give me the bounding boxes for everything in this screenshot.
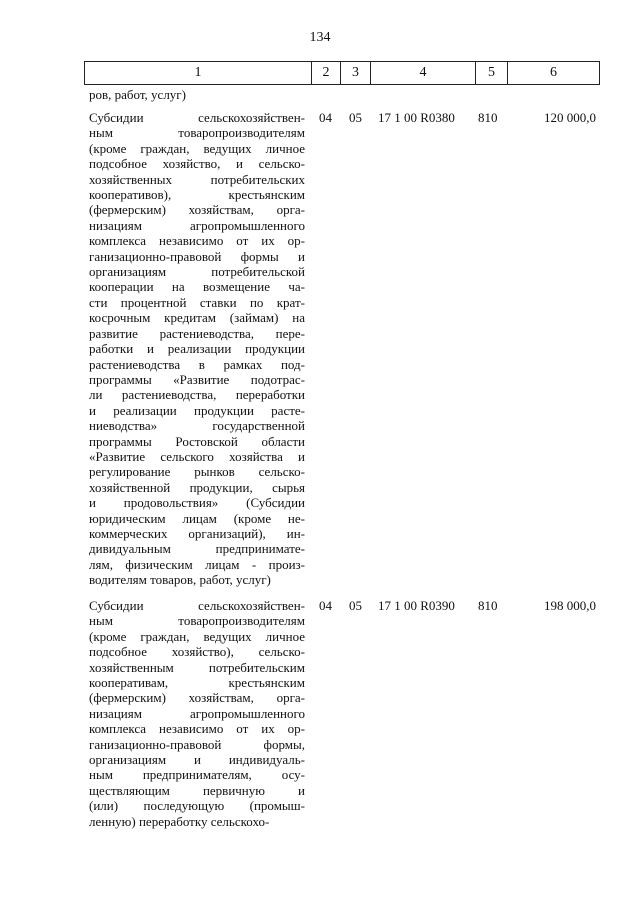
description-line: «Развитие сельского хозяйства и (89, 448, 305, 464)
description-line: работки и реализации продукции (89, 341, 305, 357)
description-line: и реализации продукции расте- (89, 402, 305, 418)
row-section-code: 04 (319, 598, 332, 613)
description-line: хозяйственных потребительских (89, 171, 305, 187)
header-col-4: 4 (371, 62, 476, 85)
row-target-code: 17 1 00 R0380 (378, 110, 455, 125)
description-line: юридическим лицам (кроме не- (89, 510, 305, 526)
description-line: косрочным кредитам (займам) на (89, 310, 305, 326)
description-line: растениеводства в рамках под- (89, 356, 305, 372)
description-line: программы Ростовской области (89, 433, 305, 449)
description-line: кооперативам, крестьянским (89, 675, 305, 691)
row-target-code: 17 1 00 R0390 (378, 598, 455, 613)
table-header-row (85, 62, 600, 85)
description-line: кооперативов), крестьянским (89, 187, 305, 203)
description-line: (фермерским) хозяйствам, орга- (89, 690, 305, 706)
description-line: ганизационно-правовой формы и (89, 248, 305, 264)
description-line: организациям и индивидуаль- (89, 752, 305, 768)
description-line: ным предпринимателям, осу- (89, 767, 305, 783)
row-expense-type: 810 (478, 110, 498, 125)
description-line: (кроме граждан, ведущих личное (89, 140, 305, 156)
description-line: низациям агропромышленного (89, 217, 305, 233)
description-line: хозяйственным потребительским (89, 659, 305, 675)
continuation-text: ров, работ, услуг) (89, 87, 186, 102)
row-description (89, 598, 305, 829)
row-description (89, 110, 305, 588)
description-line: Субсидии сельскохозяйствен- (89, 110, 305, 125)
description-line: Субсидии сельскохозяйствен- (89, 598, 305, 613)
description-line: (кроме граждан, ведущих личное (89, 628, 305, 644)
description-line: развитие растениеводства, пере- (89, 325, 305, 341)
description-line: ганизационно-правовой формы, (89, 736, 305, 752)
header-col-1: 1 (85, 62, 312, 85)
description-line: ным товаропроизводителям (89, 125, 305, 141)
description-line: ниеводства» государственной (89, 418, 305, 434)
description-line: водителям товаров, работ, услуг) (89, 572, 271, 588)
header-col-3: 3 (341, 62, 371, 85)
description-line: коммерческих организаций), ин- (89, 525, 305, 541)
description-line: низациям агропромышленного (89, 705, 305, 721)
header-col-6: 6 (508, 62, 600, 85)
description-line: (фермерским) хозяйствам, орга- (89, 202, 305, 218)
description-line: ным товаропроизводителям (89, 613, 305, 629)
table-header (84, 61, 600, 85)
row-amount: 120 000,0 (544, 110, 596, 125)
page-number: 134 (309, 30, 331, 45)
description-line: комплекса независимо от их ор- (89, 233, 305, 249)
description-line: кооперации на возмещение ча- (89, 279, 305, 295)
description-line: подсобное хозяйство, и сельско- (89, 156, 305, 172)
description-line: хозяйственной продукции, сырья (89, 479, 305, 495)
row-subsection-code: 05 (349, 110, 362, 125)
description-line: подсобное хозяйство), сельско- (89, 644, 305, 660)
row-amount: 198 000,0 (544, 598, 596, 613)
description-line: регулирование рынков сельско- (89, 464, 305, 480)
description-line: ли растениеводства, переработки (89, 387, 305, 403)
description-line: ществляющим первичную и (89, 782, 305, 798)
description-line: сти процентной ставки по крат- (89, 294, 305, 310)
row-section-code: 04 (319, 110, 332, 125)
header-col-2: 2 (312, 62, 341, 85)
description-line: ленную) переработку сельскохо- (89, 813, 270, 829)
header-col-5: 5 (476, 62, 508, 85)
description-line: программы «Развитие подотрас- (89, 371, 305, 387)
row-subsection-code: 05 (349, 598, 362, 613)
description-line: (или) последующую (промыш- (89, 798, 305, 814)
description-line: и продовольствия» (Субсидии (89, 495, 305, 511)
description-line: дивидуальным предпринимате- (89, 541, 305, 557)
description-line: организациям потребительской (89, 264, 305, 280)
row-expense-type: 810 (478, 598, 498, 613)
description-line: комплекса независимо от их ор- (89, 721, 305, 737)
description-line: лям, физическим лицам - произ- (89, 556, 305, 572)
